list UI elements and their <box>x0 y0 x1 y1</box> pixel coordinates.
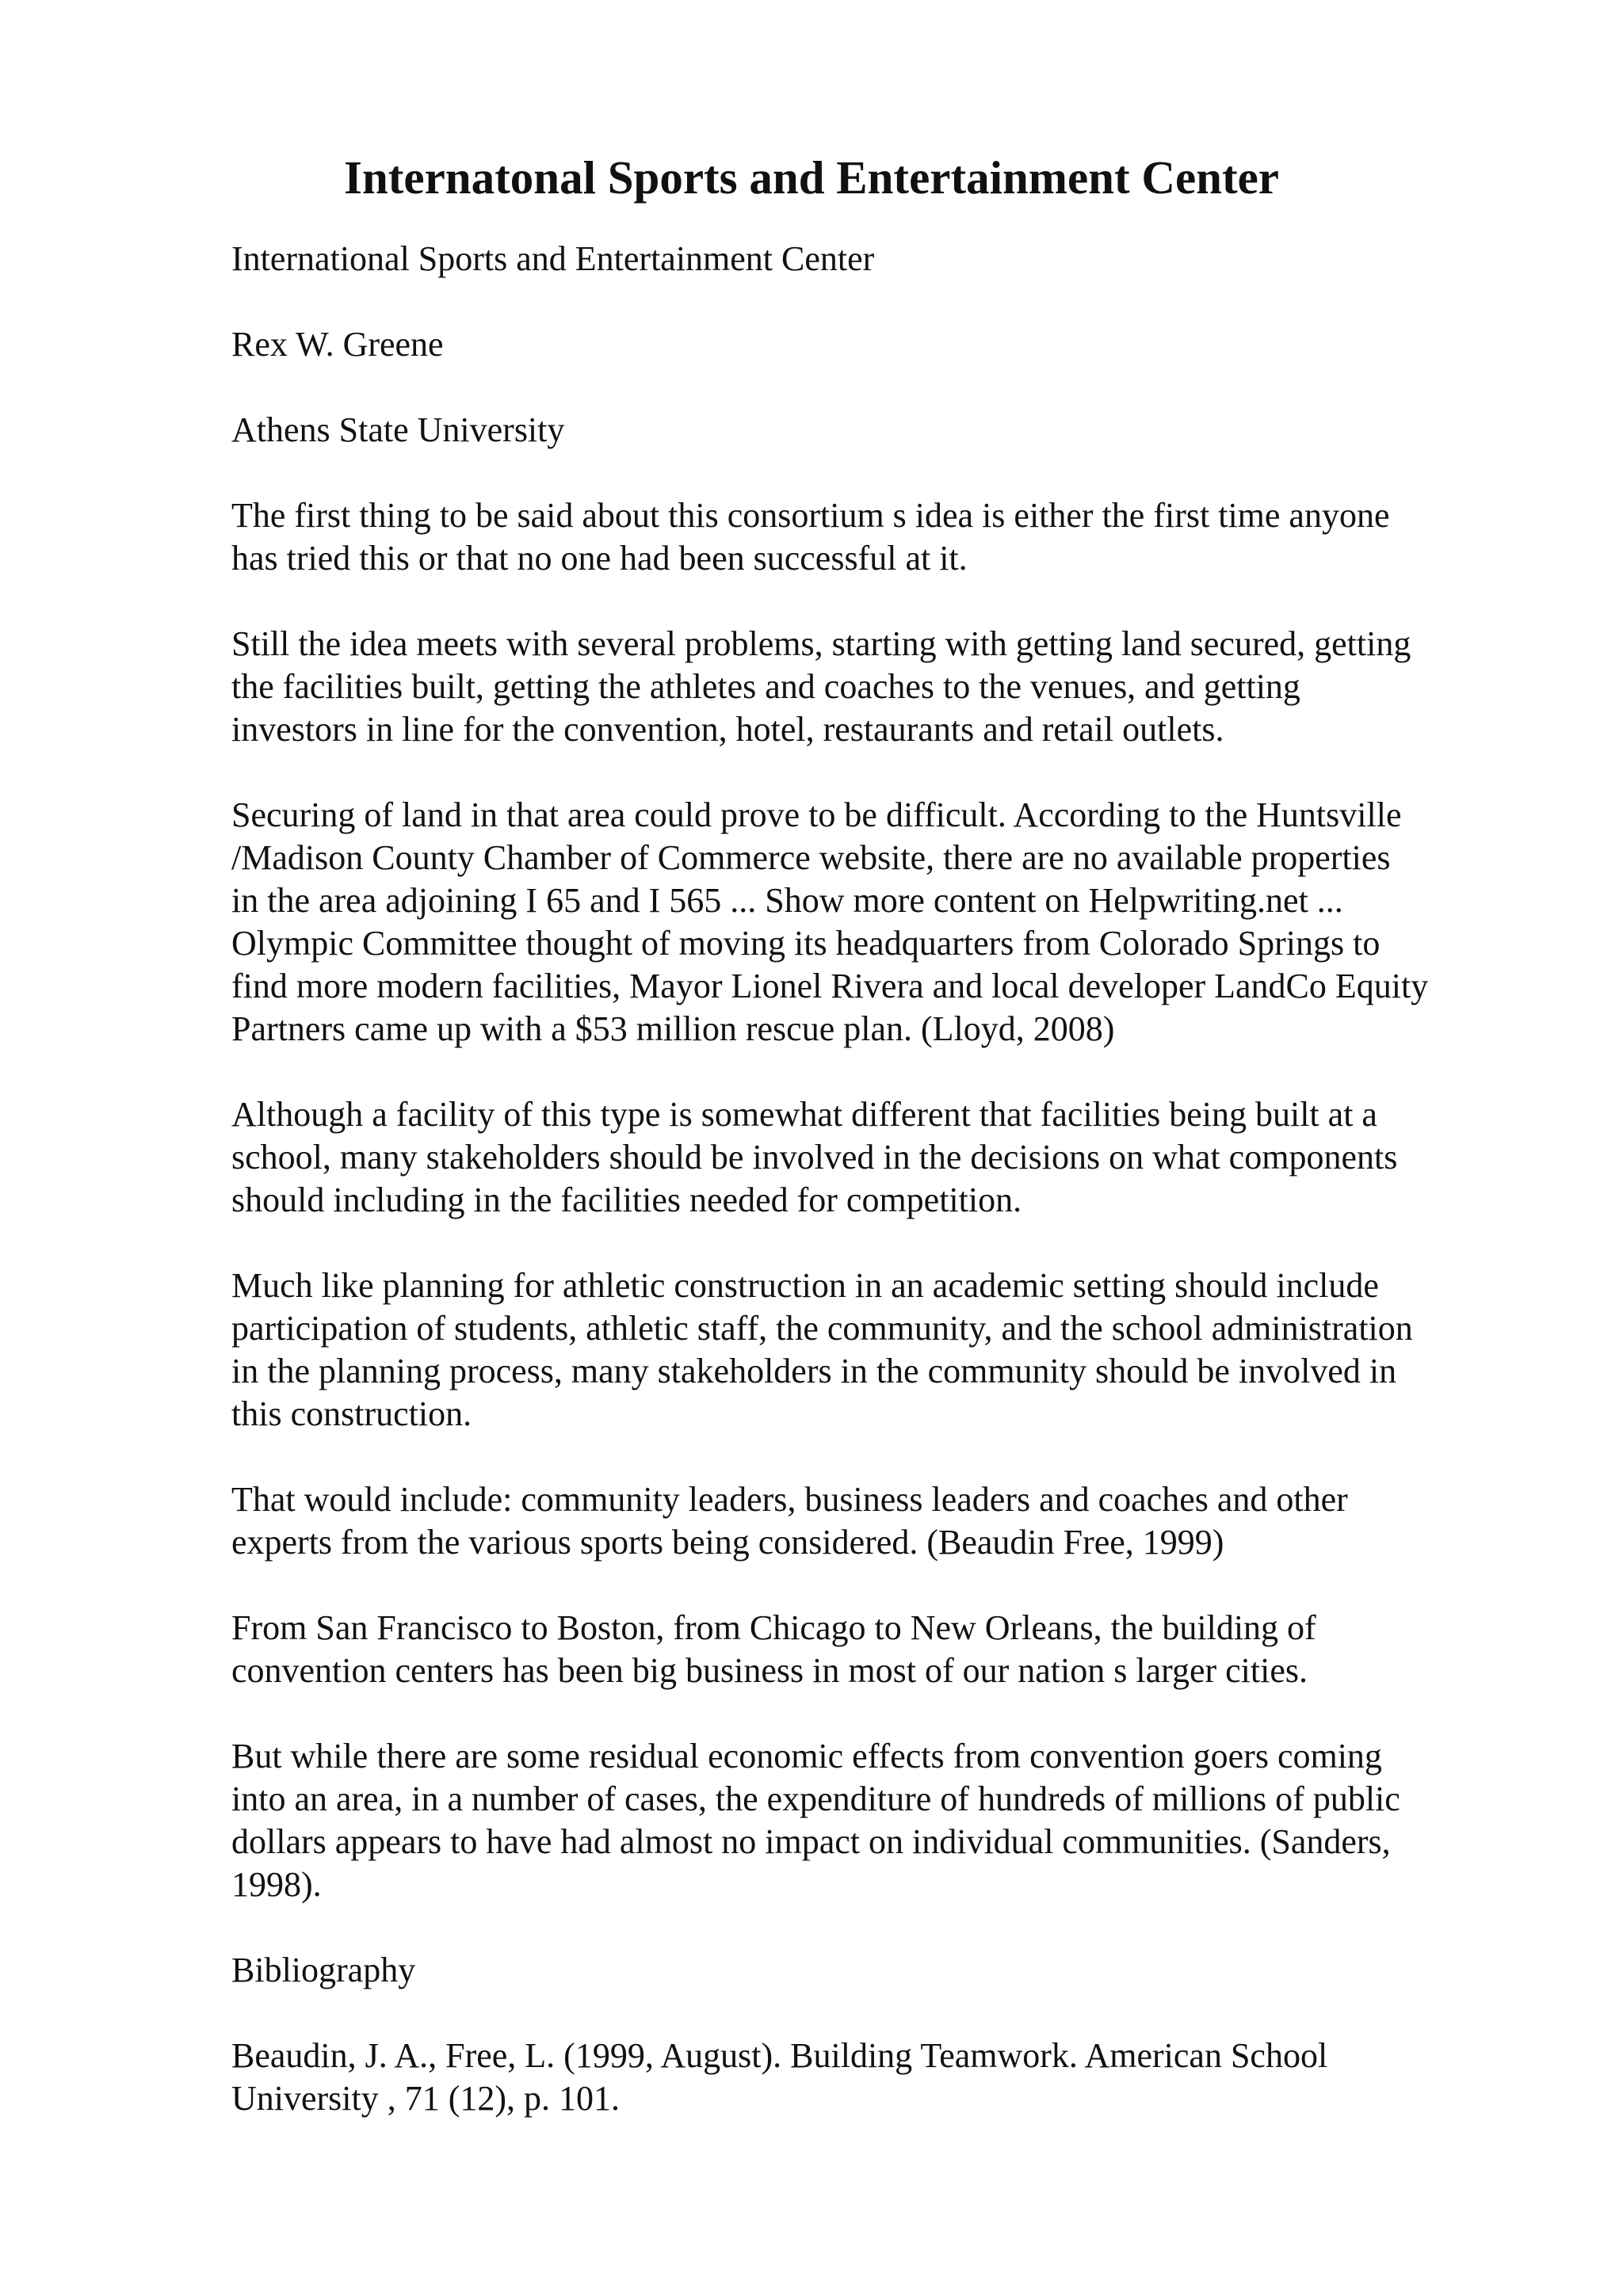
author-name: Rex W. Greene <box>231 325 444 364</box>
paragraph-line: From San Francisco to Boston, from Chicago to New Orleans, the building of <box>231 1608 1316 1647</box>
paragraph-line: in the area adjoining I 65 and I 565 ... Show more content on Helpwriting.net ... <box>231 881 1343 920</box>
paragraph-line: Much like planning for athletic construction in an academic setting should include <box>231 1266 1379 1305</box>
paragraph-line: investors in line for the convention, hotel, restaurants and retail outlets. <box>231 710 1224 749</box>
paragraph-line: has tried this or that no one had been successful at it. <box>231 539 968 578</box>
institution-name: Athens State University <box>231 410 565 449</box>
paragraph-line: Partners came up with a $53 million rescue plan. (Lloyd, 2008) <box>231 1009 1115 1048</box>
paragraph-line: dollars appears to have had almost no impact on individual communities. (Sanders, <box>231 1822 1391 1861</box>
document-title: Internatonal Sports and Entertainment Center <box>344 151 1279 204</box>
paragraph-line: the facilities built, getting the athletes and coaches to the venues, and getting <box>231 667 1300 706</box>
document-body <box>231 238 1531 2163</box>
paragraph-line: /Madison County Chamber of Commerce website, there are no available properties <box>231 838 1391 877</box>
paragraph-line: convention centers has been big business in most of our nation s larger cities. <box>231 1651 1308 1690</box>
bibliography-line: University , 71 (12), p. 101. <box>231 2079 621 2118</box>
paragraph-8 <box>231 1735 1531 1906</box>
paragraph-line: this construction. <box>231 1394 472 1433</box>
bibliography-entry <box>231 2035 1531 2120</box>
bibliography-line: Beaudin, J. A., Free, L. (1999, August). Building Teamwork. American School <box>231 2036 1328 2075</box>
paragraph-2 <box>231 623 1531 751</box>
paragraph-line: should including in the facilities needed for competition. <box>231 1180 1022 1219</box>
paragraph-line: in the planning process, many stakeholders in the community should be involved in <box>231 1352 1397 1390</box>
paragraph-4 <box>231 1093 1531 1222</box>
paragraph-line: But while there are some residual economic effects from convention goers coming <box>231 1737 1382 1775</box>
paragraph-line: school, many stakeholders should be involved in the decisions on what components <box>231 1138 1398 1177</box>
paragraph-5 <box>231 1264 1531 1436</box>
paragraph-line: That would include: community leaders, business leaders and coaches and other <box>231 1480 1348 1519</box>
paragraph-line: Although a facility of this type is somewhat different that facilities being built at a <box>231 1095 1377 1134</box>
paragraph-3 <box>231 794 1531 1051</box>
paragraph-7 <box>231 1607 1531 1692</box>
paragraph-line: Still the idea meets with several problems, starting with getting land secured, getting <box>231 624 1411 663</box>
paragraph-line: participation of students, athletic staff, the community, and the school administration <box>231 1309 1413 1348</box>
paragraph-line: Olympic Committee thought of moving its headquarters from Colorado Springs to <box>231 924 1381 963</box>
paragraph-line: The first thing to be said about this consortium s idea is either the first time anyone <box>231 496 1390 535</box>
paragraph-line: experts from the various sports being considered. (Beaudin Free, 1999) <box>231 1523 1224 1562</box>
paragraph-line: Securing of land in that area could prove to be difficult. According to the Huntsville <box>231 795 1402 834</box>
bibliography-heading: Bibliography <box>231 1951 416 1989</box>
paragraph-line: 1998). <box>231 1865 322 1904</box>
paragraph-line: find more modern facilities, Mayor Lionel Rivera and local developer LandCo Equity <box>231 967 1429 1005</box>
paragraph-6 <box>231 1478 1531 1564</box>
paragraph-line: into an area, in a number of cases, the expenditure of hundreds of millions of public <box>231 1779 1400 1818</box>
subtitle: International Sports and Entertainment Center <box>231 239 875 278</box>
paragraph-1 <box>231 494 1531 580</box>
